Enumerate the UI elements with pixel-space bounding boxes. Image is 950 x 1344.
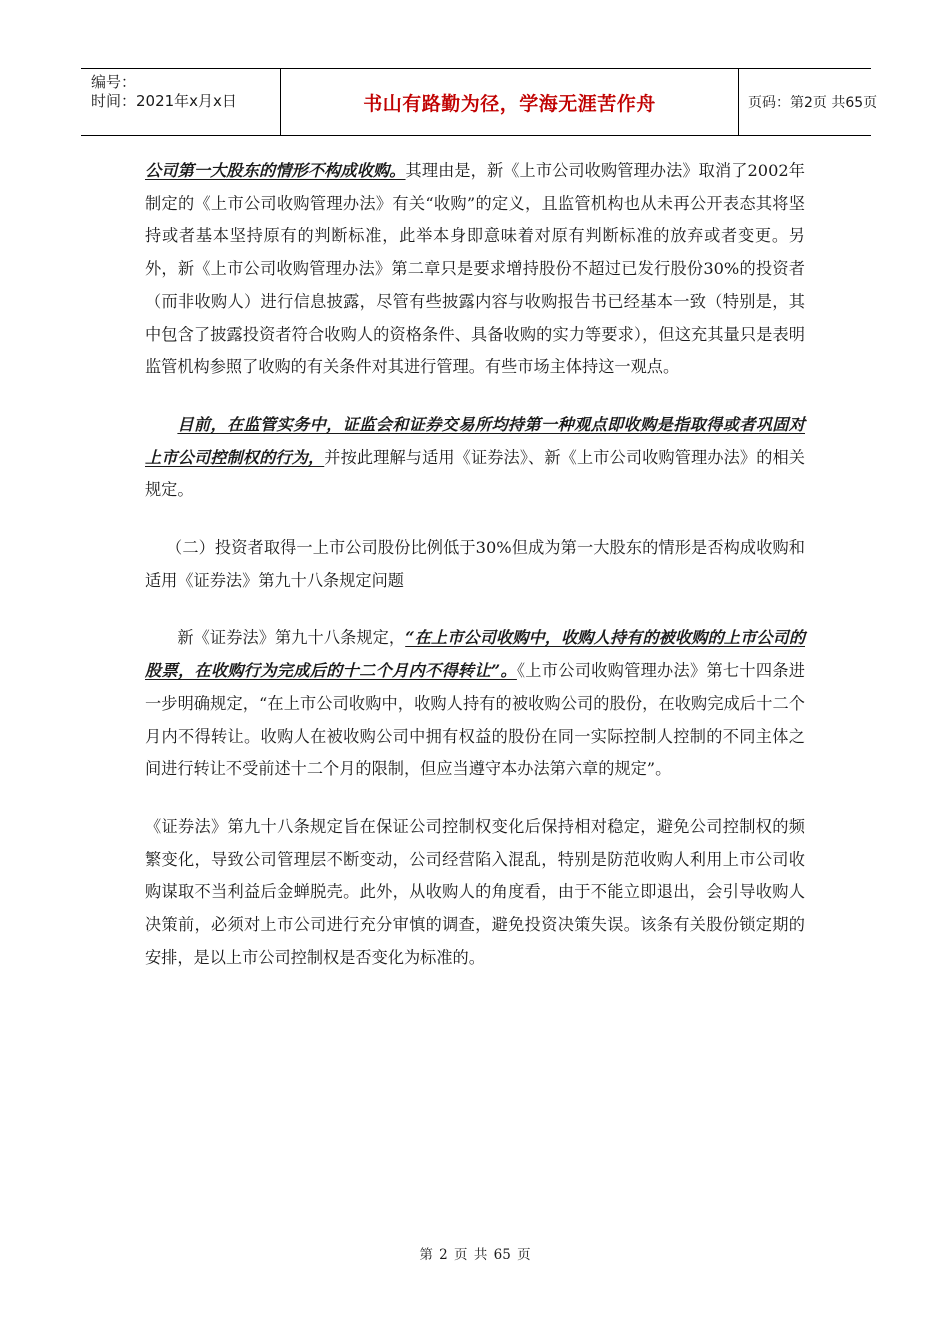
paragraph-text: 并按此理解与适用《证券法》、新《上市公司收购管理办法》的相关规定。 xyxy=(145,447,805,500)
emphasis-text: 公司第一大股东的情形不构成收购。 xyxy=(145,161,406,180)
paragraph-3 xyxy=(145,622,805,786)
page-footer: 第 2 页 共 65 页 xyxy=(419,1247,531,1263)
section-heading: （二）投资者取得一上市公司股份比例低于30%但成为第一大股东的情形是否构成收购和适用《证券法》第九十八条规定问题 xyxy=(145,538,805,590)
paragraph-lead: 新《证券法》第九十八条规定， xyxy=(177,628,406,648)
header-page-info: 页码：第2页 共65页 xyxy=(748,95,878,111)
page-header xyxy=(81,68,878,136)
document-date-label: 时间：2021年x月x日 xyxy=(91,92,237,110)
paragraph-text: 其理由是，新《上市公司收购管理办法》取消了2002年制定的《上市公司收购管理办法》有关“收购”的定义，且监管机构也从未再公开表态其将坚持或者基本坚持原有的判断标准，此举本身即意味着对原有判断标准的放弃或者变更。另外，新《上市公司收购管理办法》第二章只是要求增持股份不超过已发行股份30%的投资者（而非收购人）进行信息披露，尽管有些披露内容与收购报告书已经基本一致（特别是，其中包含了披露投资者符合收购人的资格条件、具备收购的实力等要求），但这充其量只是表明监管机构参照了收购的有关条件对其进行管理。有些市场主体持这一观点。 xyxy=(145,161,805,377)
document-body xyxy=(145,155,805,999)
paragraph-4: 《证券法》第九十八条规定旨在保证公司控制权变化后保持相对稳定，避免公司控制权的频繁变化，导致公司管理层不断变动，公司经营陷入混乱，特别是防范收购人利用上市公司收购谋取不当利益后金蝉脱壳。此外，从收购人的角度看，由于不能立即退出，会引导收购人决策前，必须对上市公司进行充分审慎的调查，避免投资决策失误。该条有关股份锁定期的安排，是以上市公司控制权是否变化为标准的。 xyxy=(145,816,805,967)
document-number-label: 编号： xyxy=(91,73,137,91)
header-meta xyxy=(81,69,280,135)
paragraph-text: 《上市公司收购管理办法》第七十四条进一步明确规定，“在上市公司收购中，收购人持有的被收购公司的股份，在收购完成后十二个月内不得转让。收购人在被收购公司中拥有权益的股份在同一实际控制人控制的不同主体之间进行转让不受前述十二个月的限制，但应当遵守本办法第六章的规定”。 xyxy=(145,661,805,779)
header-motto: 书山有路勤为径，学海无涯苦作舟 xyxy=(280,69,739,135)
emphasis-quote: “在上市公司收购中，收购人持有的被收购的上市公司的股票，在收购行为完成后的十二个月内不得转让”。 xyxy=(145,628,805,681)
paragraph-1 xyxy=(145,155,805,384)
paragraph-2 xyxy=(145,409,805,507)
emphasis-text: 目前，在监管实务中，证监会和证券交易所均持第一种观点即收购是指取得或者巩固对上市公司控制权的行为， xyxy=(145,414,805,467)
